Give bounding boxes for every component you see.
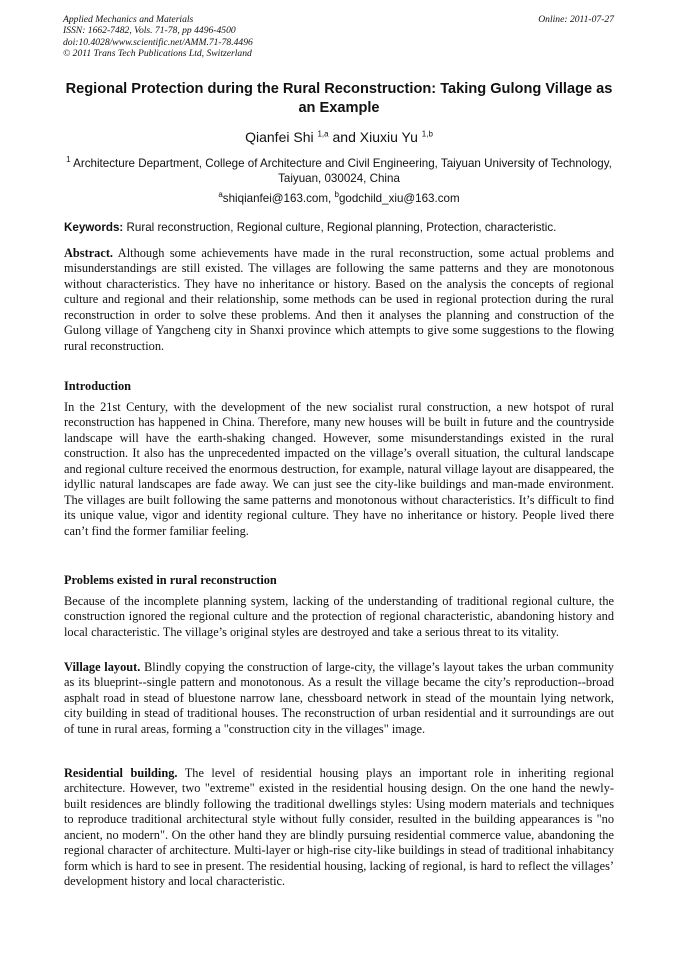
paper-title: Regional Protection during the Rural Reconstruction: Taking Gulong Village as an Example	[65, 81, 613, 116]
problems-paragraph: Because of the incomplete planning system, lacking of the understanding of traditional regional culture, the construction ignored the regional culture and the protection of regional characteristic, abandoning history and local characteristic. The village’s original styles are destroyed and take a serious threat to its vitality.	[64, 594, 614, 639]
problems-section	[64, 594, 614, 640]
introduction-paragraph: In the 21st Century, with the development of the new socialist rural construction, a new hotspot of rural reconstruction has happened in China. Therefore, many new houses will be built in future and the countryside landscape will have the earth-shaking changed. However, some misunderstandings existed in the rural construction. It also has the unprecedented impacted on the village’s overall situation, the cultural landscape and regional culture received the enormous destruction, for example, natural village layout are disappeared, the idyllic natural landscapes are fade away. We can just see the city-like buildings and man-made environment. The villages are built following the same patterns and monotonous without characteristics. It’s difficult to find its unique value, vigor and identity regional culture. They have no inheritance or history. People lived there can’t find the former familiar feeling.	[64, 400, 614, 538]
residential-building-section	[64, 766, 614, 890]
author-superscript: 1,a	[317, 129, 329, 139]
issn-line: ISSN: 1662-7482, Vols. 71-78, pp 4496-4500	[63, 25, 236, 37]
residential-building-label: Residential building.	[64, 766, 178, 780]
residential-building-text: The level of residential housing plays an important role in inheriting regional architecture. However, two "extreme" existed in the residential housing design. On the one hand the newly-built residences are blindly following the traditional dwellings styles: Using modern materials and techniques to reproduce traditional architectural style without fully consider, resulted in the building appearances is "no ancient, no modern". On the other hand they are blindly pursuing residential commerce value, abandoning the regional character of architecture. Multi-layer or high-rise city-like buildings in stead of traditional inhabitancy form which is hard to see in present. The residential housing, lacking of regional, is hard to reflect the villages’ development history and local characteristic.	[64, 766, 614, 889]
affiliation-superscript: 1	[66, 155, 71, 165]
email-address: godchild_xiu@163.com	[338, 192, 460, 205]
email-line	[64, 191, 614, 206]
village-layout-text: Blindly copying the construction of large-city, the village’s layout takes the urban community as its blueprint--single pattern and monotonous. As a result the village became the city’s reproduction--broad asphalt road in stead of bluestone narrow lane, chessboard network in stead of the mountain lying network, city building in stead of traditional houses. The reconstruction of urban residential and it surroundings are out of tune in rural areas, forming a "construction city in the villages" image.	[64, 660, 614, 736]
village-layout-section	[64, 660, 614, 737]
journal-header	[63, 14, 253, 60]
email-address: shiqianfei@163.com,	[222, 192, 332, 205]
abstract-text: Although some achievements have made in the rural reconstruction, some actual problems and misunderstandings are still existed. The villages are following the same patterns and they are monotonous without characteristics. They have no inheritance or history. Based on the analysis the concepts of regional culture and regional and their relationship, some methods can be used in regional protection during the rural reconstruction in order to solve these problems. And then it analyses the planning and construction of the Gulong village of Yangcheng city in Shanxi province which attempts to give some suggestions to the flowing rural reconstruction.	[64, 246, 614, 353]
email-superscript: a	[218, 190, 223, 200]
residential-building-paragraph	[64, 766, 614, 890]
author-superscript: 1,b	[421, 129, 433, 139]
abstract-label: Abstract.	[64, 246, 114, 260]
village-layout-paragraph	[64, 660, 614, 737]
problems-heading: Problems existed in rural reconstruction	[64, 573, 277, 587]
author-conjunction: and	[332, 129, 356, 145]
author-line	[64, 128, 614, 146]
abstract-paragraph	[64, 246, 614, 354]
keywords	[64, 220, 624, 235]
author-name: Xiuxiu Yu	[359, 129, 418, 145]
affiliation-text: Architecture Department, College of Architecture and Civil Engineering, Taiyuan University of Technology, Taiyuan, 030024, China	[73, 157, 612, 185]
keywords-text: Rural reconstruction, Regional culture, Regional planning, Protection, characteristic.	[126, 221, 557, 234]
journal-name: Applied Mechanics and Materials	[63, 14, 194, 25]
abstract	[64, 246, 614, 354]
introduction-heading: Introduction	[64, 379, 131, 393]
affiliation	[64, 156, 614, 186]
author-name: Qianfei Shi	[245, 129, 314, 145]
online-date: Online: 2011-07-27	[538, 14, 614, 25]
email-superscript: b	[334, 190, 339, 200]
introduction-section	[64, 400, 614, 539]
village-layout-label: Village layout.	[64, 660, 141, 674]
doi-line: doi:10.4028/www.scientific.net/AMM.71-78.4496	[63, 36, 253, 48]
keywords-label: Keywords:	[64, 221, 124, 234]
copyright-line: © 2011 Trans Tech Publications Ltd, Switzerland	[63, 48, 252, 60]
